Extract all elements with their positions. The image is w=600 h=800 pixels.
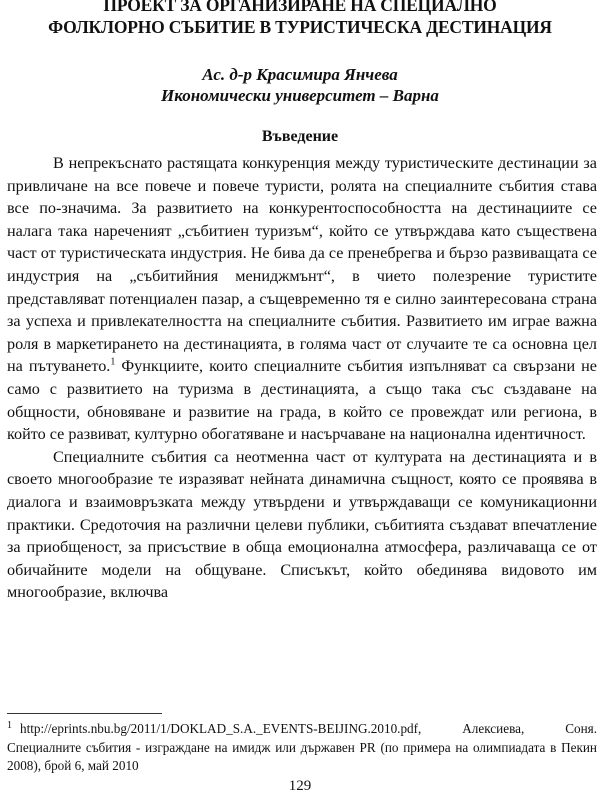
footnote-divider <box>7 713 162 714</box>
body-text <box>7 152 597 604</box>
section-heading: Въведение <box>261 128 339 145</box>
body-paragraph-1 <box>7 152 597 446</box>
paper-title-line-1: ПРОЕКТ ЗА ОРГАНИЗИРАНЕ НА СПЕЦИАЛНО <box>103 0 497 15</box>
paper-title-line-2: ФОЛКЛОРНО СЪБИТИЕ В ТУРИСТИЧЕСКА ДЕСТИНАЦИЯ <box>48 17 552 37</box>
footnote <box>7 720 597 776</box>
footnote-reference: 1 <box>110 356 116 368</box>
footnote-marker: 1 <box>7 719 12 731</box>
author-block <box>0 64 600 106</box>
body-paragraph-1-part-1: В непрекъснато растящата конкуренция между туристическите дестинации за привличане на все повече и повече туристи, ролята на специалните събития става все по-значима. За развитието на конкурентоспособността на дестинациите се налага така нареченият „събитиен туризъм“, който се утвърждава като съществена част от туристическата индустрия. Не бива да се пренебрегва и бързо развиващата се индустрия на „събитийния мениджмънт“, в чието полезрение туристите представляват потенциален пазар, а същевременно тя е силно заинтересована страна за успеха и привлекателността на специалните събития. Развитието им играе важна роля в маркетирането на дестинацията, в голяма част от случаите те са основна цел на пътуването. <box>7 154 597 376</box>
author-name: Ас. д-р Красимира Янчева <box>202 65 398 84</box>
body-paragraph-1-part-2: Функциите, които специалните събития изпълняват са свързани не само с развитието на туризма в дестинацията, а също така със създаване на общности, обновяване и развитие на града, в който се провеждат или региона, в който се развиват, културно обогатяване и насърчаване на национална идентичност. <box>7 357 597 444</box>
body-paragraph-2: Специалните събития са неотменна част от културата на дестинацията и в своето многообразие те изразяват нейната динамична същност, която се проявява в диалога и взаимовръзката между утвърдени и утвърждаващи се комуникационни практики. Средоточия на различни целеви публики, събитията създават впечатление за приобщеност, за присъствие в обща емоционална атмосфера, различаваща се от обичайните модели на общуване. Списъкът, който обединява видовото им многообразие, включва <box>7 447 597 602</box>
footnote-text: http://eprints.nbu.bg/2011/1/DOKLAD_S.A._EVENTS-BEIJING.2010.pdf, Алексиева, Соня. Специалните събития - изграждане на имидж или държавен PR (по примера на олимпиадата в Пекин 2008), брой 6, май 2010 <box>7 721 597 773</box>
paper-title <box>0 0 600 38</box>
page-number: 129 <box>288 778 312 794</box>
author-affiliation: Икономически университет – Варна <box>161 86 439 105</box>
